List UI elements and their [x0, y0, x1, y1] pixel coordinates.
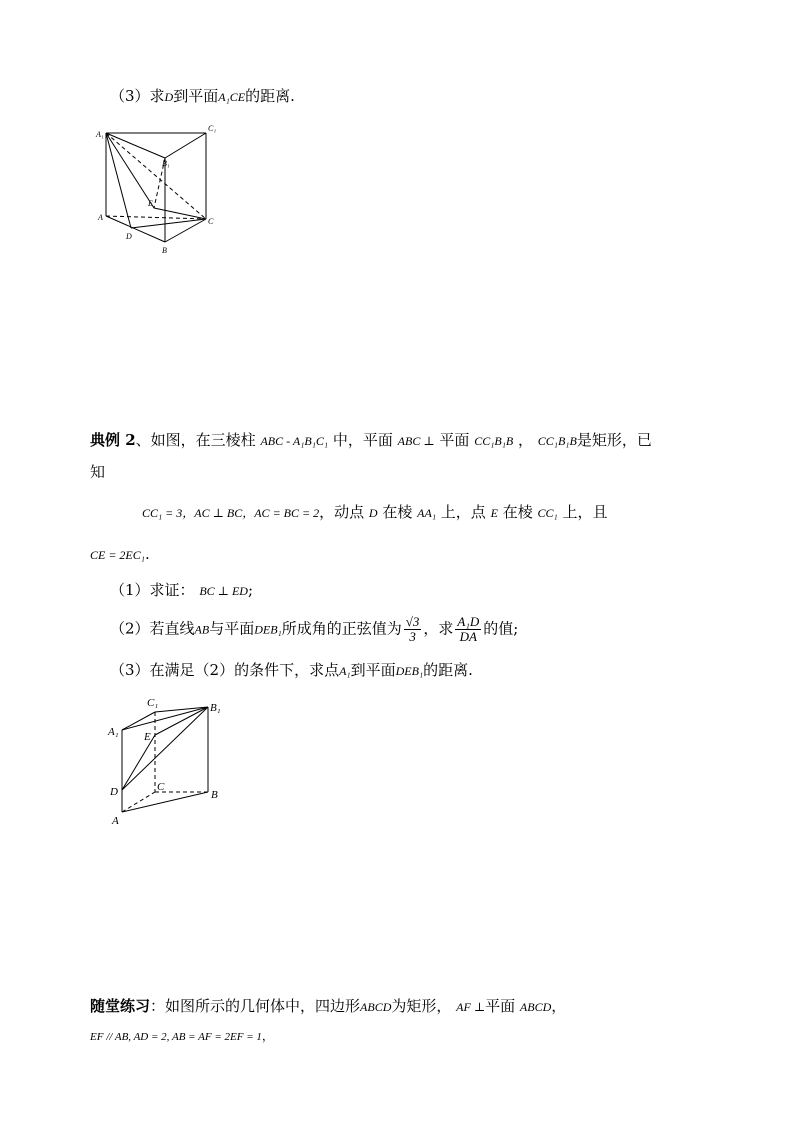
af-perp: AF ⊥	[456, 1000, 486, 1014]
text: 上，且	[562, 503, 608, 521]
text: 上，点	[440, 503, 486, 521]
plane-deb1: DEB₁	[395, 664, 424, 678]
ce-condition: CE = 2EC₁	[90, 548, 145, 562]
text: 在棱	[502, 503, 533, 521]
label-c1: C₁	[208, 124, 217, 133]
label-e: E	[144, 731, 151, 743]
text: 平面	[485, 997, 516, 1015]
edge-cc1: CC₁	[537, 506, 558, 520]
label-c1: C₁	[147, 697, 159, 709]
plane-abc: ABC ⊥	[397, 434, 435, 448]
rect-cc1b1b: CC₁B₁B	[537, 434, 577, 448]
text: 到平面	[350, 661, 396, 679]
q3-top-line	[110, 86, 295, 107]
fraction-numerator: √3	[405, 614, 420, 629]
text: ，求	[423, 619, 454, 638]
text: 所成角的正弦值为	[281, 619, 402, 638]
edge-aa1: AA₁	[417, 506, 436, 520]
label-b: B	[162, 246, 167, 255]
practice-conditions: EF // AB, AD = 2, AB = AF = 2EF = 1	[90, 1031, 262, 1043]
label-a: A	[112, 815, 119, 827]
example2-title: 典例 2	[90, 431, 136, 449]
text: 平面	[439, 431, 470, 449]
text: ，	[261, 1029, 274, 1043]
label-c: C	[157, 781, 165, 793]
line-ab: AB	[194, 622, 210, 637]
example2-line1	[90, 430, 652, 451]
text: 在棱	[382, 503, 413, 521]
label-a: A	[98, 213, 103, 222]
text: （3）在满足（2）的条件下，求点	[110, 661, 340, 679]
conditions: CC₁ = 3，AC ⊥ BC，AC = BC = 2	[142, 506, 320, 520]
label-d: D	[110, 786, 118, 798]
prism-figure-1	[90, 120, 230, 260]
fraction-numerator: A₁D	[457, 614, 480, 629]
point-e: E	[490, 506, 498, 520]
text: ：如图所示的几何体中，四边形	[150, 997, 361, 1015]
text: 中，平面	[332, 431, 393, 449]
rect-abcd: ABCD	[360, 1000, 392, 1014]
plane-deb1: DEB₁	[254, 622, 282, 637]
plane-a1ce: A₁CE	[218, 90, 246, 104]
text: ，	[551, 997, 567, 1015]
fraction-a1d-over-da	[455, 615, 481, 644]
q3-suffix: 的距离.	[245, 87, 295, 105]
text: 是矩形，已	[576, 431, 652, 449]
label-b1: B₁	[210, 702, 221, 714]
example2-line2	[142, 502, 607, 523]
text: 知	[90, 463, 106, 481]
practice-line1	[90, 996, 566, 1017]
q3-prefix: （3）求	[110, 87, 165, 105]
prism-figure-2	[100, 690, 240, 835]
point-d: D	[164, 90, 174, 104]
text: （2）若直线	[110, 619, 195, 638]
q1-expr: BC ⊥ ED	[199, 584, 248, 598]
text: 的距离.	[423, 661, 473, 679]
question-1	[110, 580, 253, 601]
question-2	[110, 615, 518, 644]
text: （1）求证：	[110, 581, 195, 599]
text: 的值;	[483, 619, 519, 638]
fraction-denominator: DA	[459, 629, 477, 644]
label-c: C	[208, 217, 214, 226]
question-3	[110, 660, 473, 681]
text: 为矩形，	[391, 997, 452, 1015]
text: ;	[247, 581, 254, 599]
fraction-sqrt3-over-3	[404, 615, 422, 644]
practice-title: 随堂练习	[90, 997, 151, 1015]
point-a1: A₁	[339, 664, 351, 678]
text: .	[144, 545, 150, 563]
plane-abcd: ABCD	[519, 1000, 552, 1014]
fraction-denominator: 3	[409, 629, 416, 644]
label-d: D	[126, 232, 132, 241]
q3-mid: 到平面	[173, 87, 219, 105]
label-b: B	[211, 789, 218, 801]
plane-cc1b1b: CC₁B₁B	[474, 434, 514, 448]
text: ，	[518, 431, 534, 449]
label-a1: A₁	[108, 726, 119, 738]
label-e: E	[148, 199, 153, 208]
point-d: D	[368, 506, 378, 520]
practice-line2	[90, 1028, 274, 1045]
example2-line3	[90, 544, 150, 565]
prism-name: ABC - A₁B₁C₁	[260, 434, 329, 448]
text: 、如图，在三棱柱	[135, 431, 256, 449]
example2-line1-cont	[90, 462, 105, 482]
label-a1: A₁	[96, 130, 104, 139]
text: ，动点	[319, 503, 365, 521]
text: 与平面	[209, 619, 255, 638]
label-b1: B₁	[162, 159, 170, 168]
